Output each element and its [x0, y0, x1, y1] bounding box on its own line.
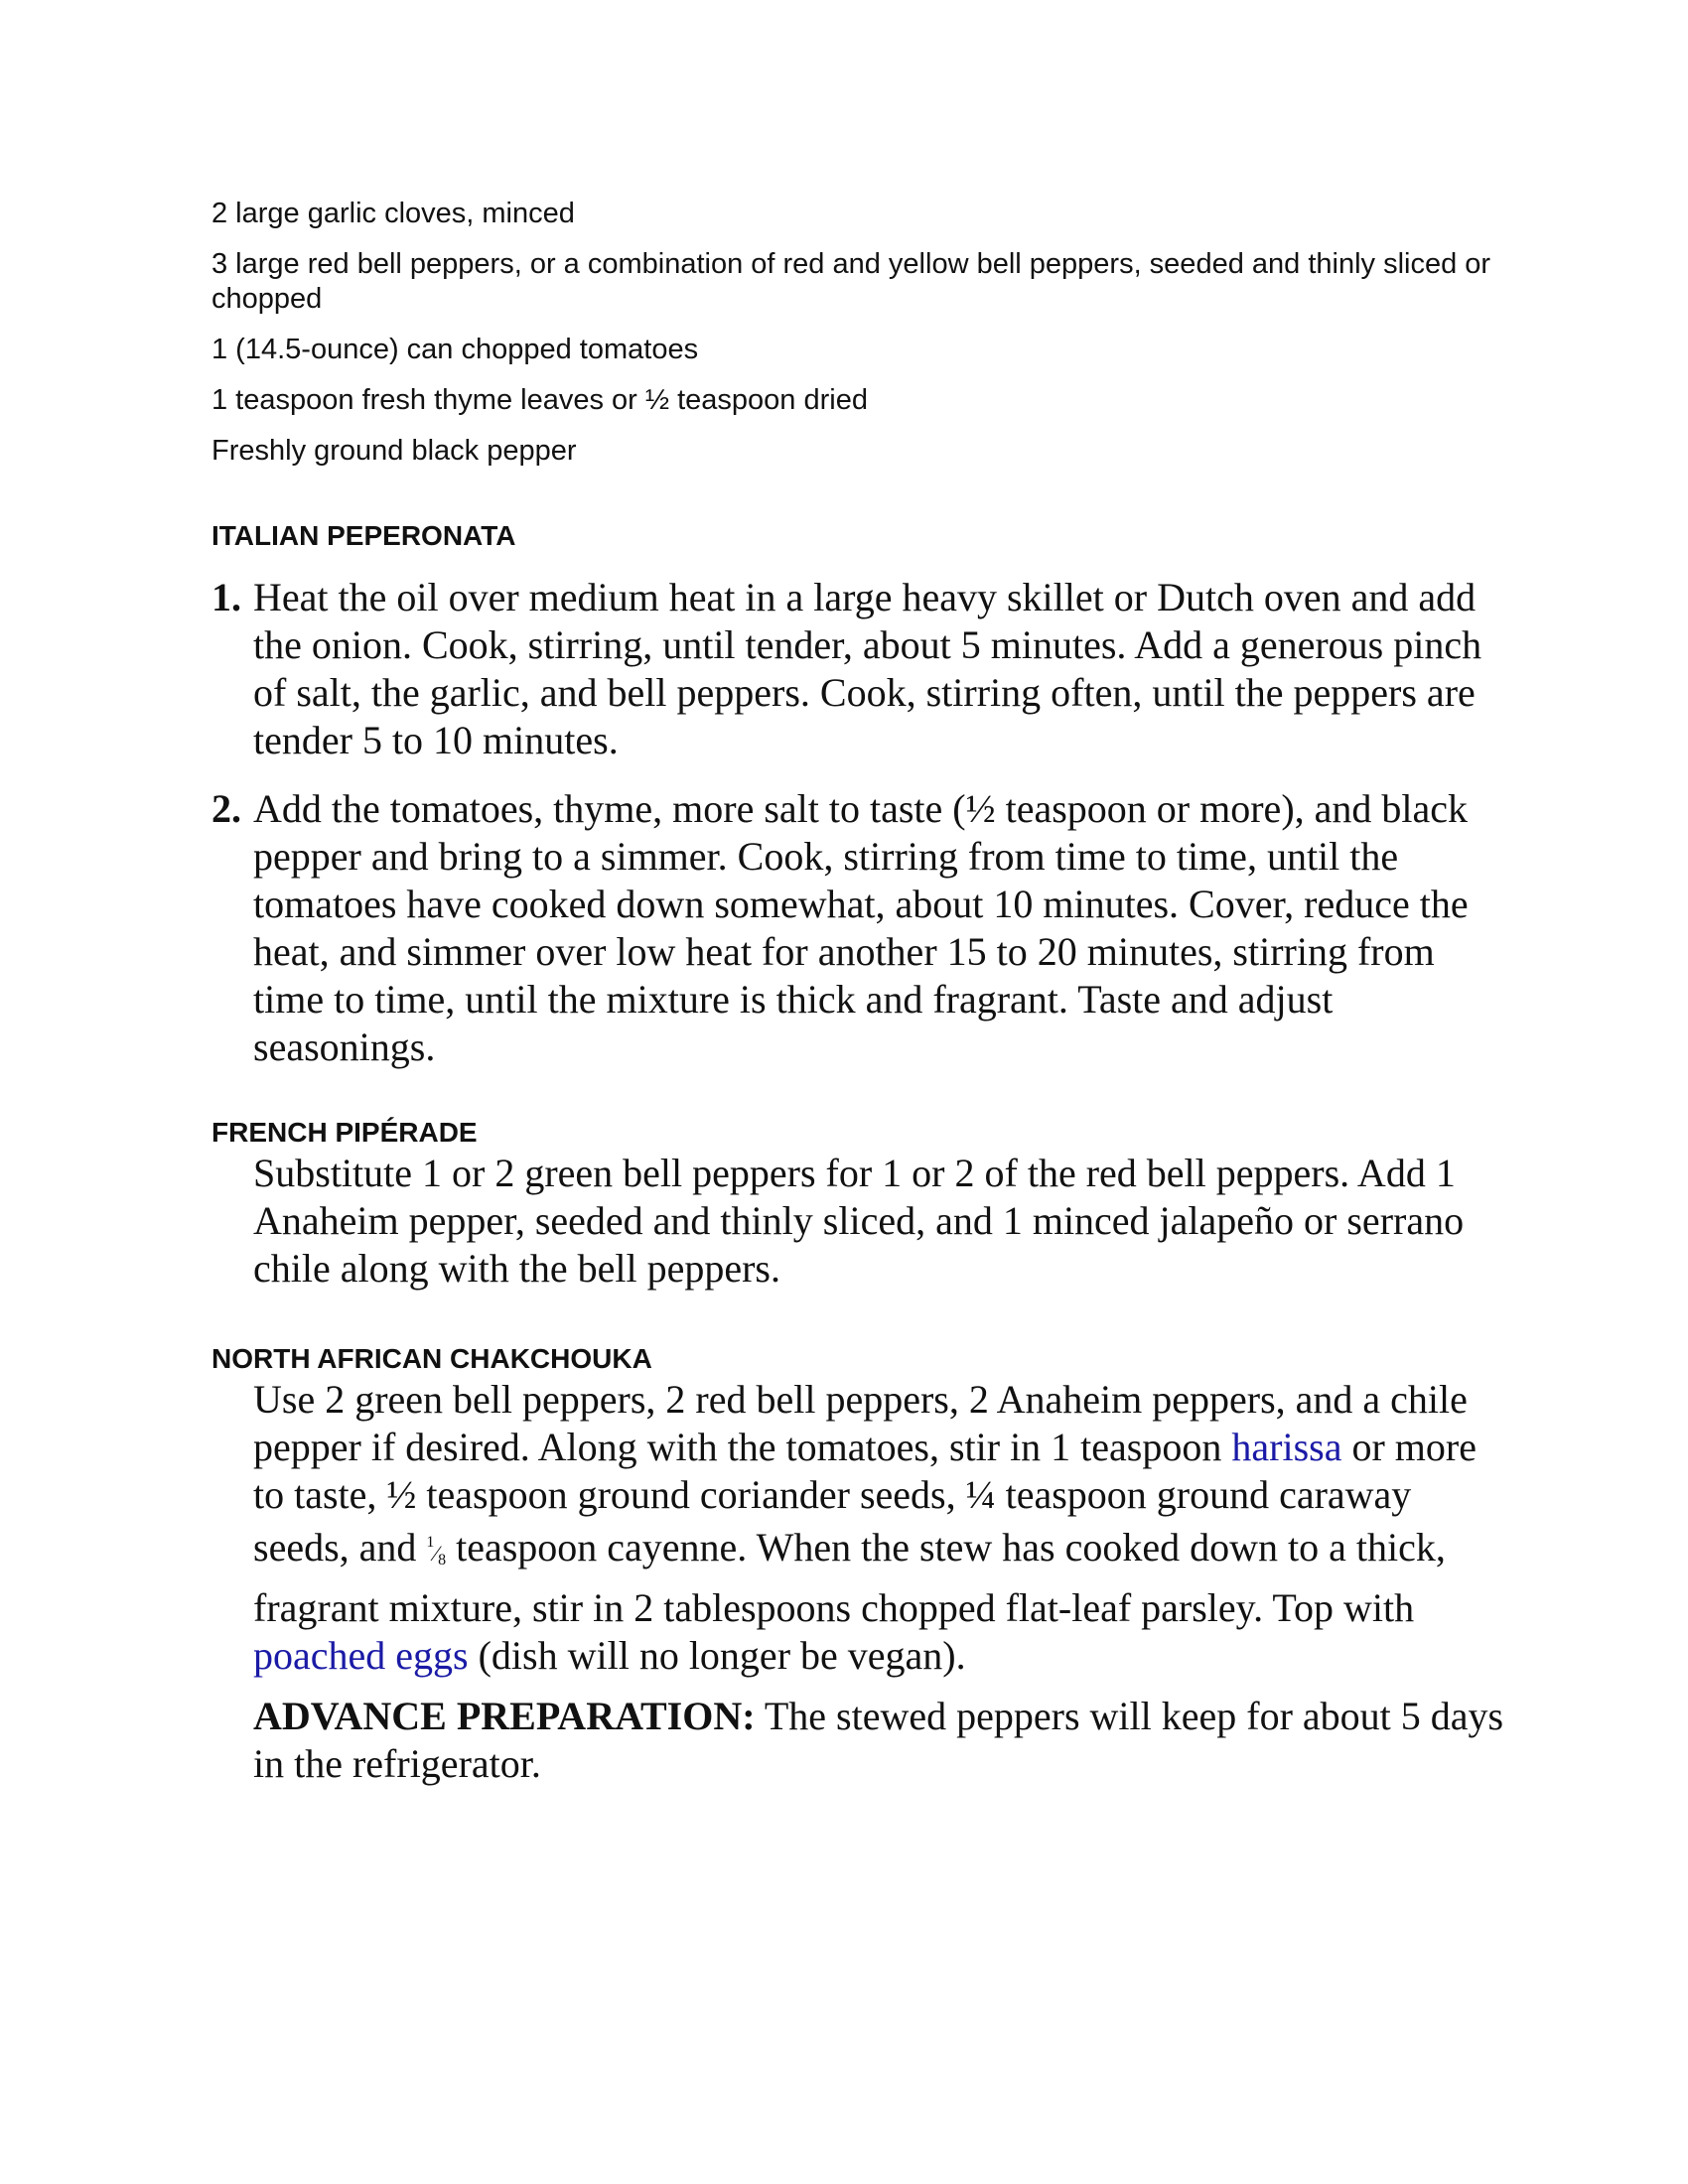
ingredient-item: 2 large garlic cloves, minced: [211, 198, 575, 229]
text-segment: (dish will no longer be vegan).: [468, 1633, 966, 1678]
text-segment: teaspoon cayenne. When the stew has cooked down to a thick, fragrant mixture, stir in 2 tablespoons chopped flat-leaf parsley. Top with: [253, 1525, 1446, 1630]
ingredient-item: Freshly ground black pepper: [211, 435, 577, 467]
fraction-numerator: 1: [426, 1534, 435, 1551]
text-segment: or more to taste, ½ teaspoon ground coriander seeds, ¼ teaspoon ground caraway seeds, and: [253, 1425, 1477, 1570]
step-2: [211, 785, 1502, 1071]
french-piperade-text: Substitute 1 or 2 green bell peppers for 1 or 2 of the red bell peppers. Add 1 Anaheim pepper, seeded and thinly sliced, and 1 minced jalapeño or serrano chile along with the bell peppers.: [253, 1151, 1465, 1291]
ingredient-item: 3 large red bell peppers, or a combination of red and yellow bell peppers, seeded and thinly sliced or chopped: [211, 248, 1491, 315]
north-african-chakchouka-heading: NORTH AFRICAN CHAKCHOUKA: [211, 1343, 652, 1374]
ingredient-item: 1 (14.5-ounce) can chopped tomatoes: [211, 334, 699, 365]
ingredient-item: 1 teaspoon fresh thyme leaves or ½ teaspoon dried: [211, 384, 868, 416]
advance-preparation-note: [253, 1693, 1514, 1788]
step-text: Add the tomatoes, thyme, more salt to taste (½ teaspoon or more), and black pepper and bring to a simmer. Cook, stirring from time to time, until the tomatoes have cooked down somewhat, about 10 minutes. Cover, reduce the heat, and simmer over low heat for another 15 to 20 minutes, stirring from time to time, until the mixture is thick and fragrant. Taste and adjust seasonings.: [253, 786, 1469, 1069]
north-african-chakchouka-text: [253, 1376, 1514, 1680]
advance-preparation-label: ADVANCE PREPARATION:: [253, 1694, 756, 1738]
ingredient-list: [211, 197, 1502, 484]
french-piperade-heading: FRENCH PIPÉRADE: [211, 1117, 478, 1148]
step-number: 2.: [211, 786, 241, 831]
step-number: 1.: [211, 575, 241, 619]
step-text: Heat the oil over medium heat in a large heavy skillet or Dutch oven and add the onion. Cook, stirring, until tender, about 5 minutes. Add a generous pinch of salt, the garlic, and bell peppers. Cook, stirring often, until the peppers are tender 5 to 10 minutes.: [253, 575, 1482, 762]
italian-peperonata-heading: ITALIAN PEPERONATA: [211, 520, 516, 551]
harissa-link[interactable]: harissa: [1231, 1425, 1342, 1469]
text-segment: Use 2 green bell peppers, 2 red bell peppers, 2 Anaheim peppers, and a chile pepper if desired. Along with the tomatoes, stir in 1 teaspoon: [253, 1377, 1468, 1469]
poached-eggs-link[interactable]: poached eggs: [253, 1633, 469, 1678]
advance-preparation-text: The stewed peppers will keep for about 5 days in the refrigerator.: [253, 1694, 1504, 1786]
one-eighth-fraction: $^1⁄_8$: [426, 1534, 447, 1569]
step-1: [211, 574, 1502, 764]
fraction-denominator: 8: [438, 1552, 447, 1569]
